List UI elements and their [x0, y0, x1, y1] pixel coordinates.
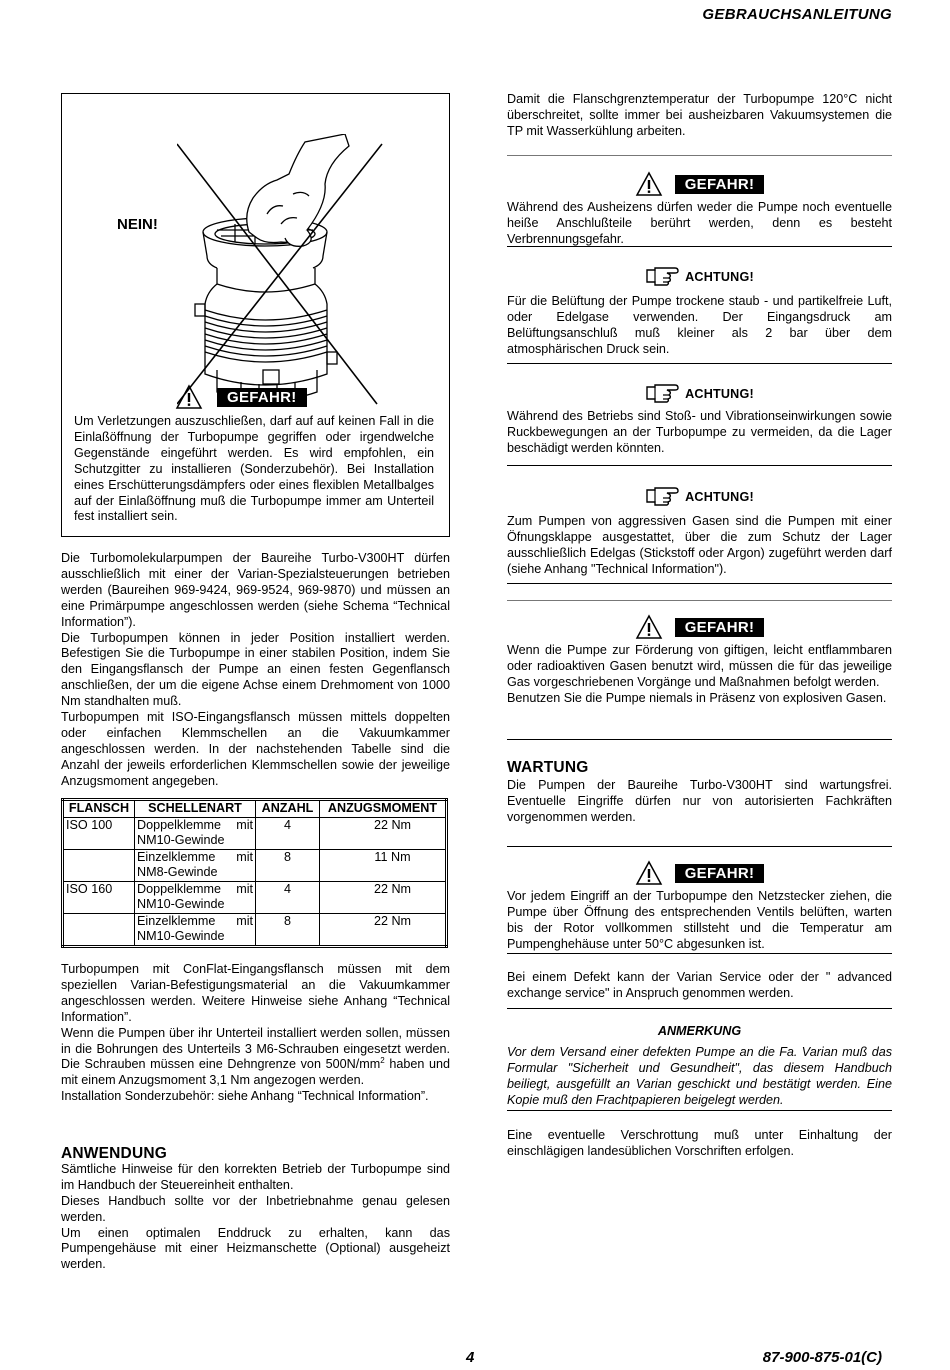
divider	[507, 1110, 892, 1111]
table-row	[63, 849, 447, 881]
table-cell-flange	[63, 913, 135, 946]
table-cell-count: 8	[256, 849, 320, 881]
divider	[507, 739, 892, 740]
attention-text: Während des Betriebs sind Stoß- und Vibrationseinwirkungen sowie Ruckbewegungen an der Turbopumpe zu vermeiden, da die Lager beschädigt werden könnten.	[507, 409, 892, 455]
pointing-hand-icon	[645, 383, 679, 403]
danger-heading	[507, 171, 892, 197]
attention-label: ACHTUNG!	[685, 387, 754, 402]
table-cell-flange: ISO 160	[63, 881, 135, 913]
attention-text: Für die Belüftung der Pumpe trockene staub - und partikelfreie Luft, oder Edelgase verwenden. Der Eingangsdruck am Belüftungsanschluß muß kleiner als 2 bar über dem atmosphärischen Druck sein.	[507, 294, 892, 356]
danger-label: GEFAHR!	[217, 388, 307, 407]
danger-text: Wenn die Pumpe zur Förderung von giftigen, leicht entflammbaren oder radioaktiven Gasen benutzt wird, müssen die für das jeweilige Gas vorgeschriebenen Vorgänge und Maßnahmen befolgt werden.	[507, 643, 892, 689]
paragraph: Eine eventuelle Verschrottung muß unter Einhaltung der einschlägigen landesüblichen Vorschriften erfolgen.	[507, 1128, 892, 1158]
danger-label: GEFAHR!	[675, 864, 765, 883]
attention-block-3	[507, 486, 892, 578]
divider	[507, 155, 892, 156]
left-text-block-2	[61, 962, 450, 1105]
table-cell-torque: 11 Nm	[320, 849, 447, 881]
table-cell-count: 4	[256, 817, 320, 849]
danger-label: GEFAHR!	[675, 175, 765, 194]
pointing-hand-icon	[645, 266, 679, 286]
column-header: SCHELLENART	[135, 800, 256, 818]
divider	[507, 246, 892, 247]
attention-label: ACHTUNG!	[685, 490, 754, 505]
table-cell-torque: 22 Nm	[320, 881, 447, 913]
table-cell-count: 8	[256, 913, 320, 946]
paragraph: Bei einem Defekt kann der Varian Service oder der " advanced exchange service" in Anspruch genommen werden.	[507, 970, 892, 1000]
left-text-block	[61, 551, 450, 790]
danger-block-1	[507, 171, 892, 248]
attention-heading	[507, 486, 892, 506]
paragraph: Sämtliche Hinweise für den korrekten Betrieb der Turbopumpe sind im Handbuch der Steuereinheit enthalten.	[61, 1161, 450, 1192]
paragraph: Um einen optimalen Enddruck zu erhalten, kann das Pumpengehäuse mit einer Heizmanschette (Optional) ausgeheizt werden.	[61, 1225, 450, 1272]
clamp-table	[61, 798, 448, 948]
paragraph: Turbopumpen mit ISO-Eingangsflansch müssen mittels doppelten oder einfachen Klemmschellen an die Vakuumkammer angeschlossen werden. In der nachstehenden Tabelle sind die Anzahl der jeweils erforderlichen Klemmschellen sowie der jeweilige Anzugsmoment angegeben.	[61, 710, 450, 788]
danger-text: Während des Ausheizens dürfen weder die Pumpe noch eventuelle heiße Anschlußteile berührt werden, denn es besteht Verbrennungsgefahr.	[507, 200, 892, 246]
warning-heading	[175, 384, 307, 410]
document-id: 87-900-875-01(C)	[762, 1349, 882, 1366]
paragraph: Dieses Handbuch sollte vor der Inbetriebnahme genau gelesen werden.	[61, 1193, 450, 1224]
note-title: ANMERKUNG	[657, 1024, 742, 1038]
column-header: ANZUGSMOMENT	[320, 800, 447, 818]
table-cell-type: Doppelklemme mit NM10-Gewinde	[135, 817, 256, 849]
section-wartung	[507, 760, 892, 826]
table-cell-torque: 22 Nm	[320, 817, 447, 849]
danger-block-3	[507, 860, 892, 953]
turbopump-illustration	[177, 134, 407, 414]
section-title: WARTUNG	[507, 759, 589, 776]
warning-triangle-icon	[635, 171, 663, 197]
attention-heading	[507, 266, 892, 286]
table-cell-type: Einzelklemme mit NM8-Gewinde	[135, 849, 256, 881]
table-row	[63, 817, 447, 849]
warning-figure-box	[61, 93, 450, 537]
paragraph: Turbopumpen mit ConFlat-Eingangsflansch müssen mit dem speziellen Varian-Befestigungsmaterial an die Vakuumkammer angeschlossen werden. Weitere Hinweise siehe Anhang “Technical Information”.	[61, 962, 450, 1024]
divider	[507, 363, 892, 364]
table-row	[63, 881, 447, 913]
section-anwendung	[61, 1146, 450, 1273]
table-cell-flange: ISO 100	[63, 817, 135, 849]
note-text: Vor dem Versand einer defekten Pumpe an die Fa. Varian muß das Formular "Sicherheit und Gesundheit", das diesem Handbuch beiliegt, ausgefüllt an Varian geschickt und bestätigt werden. Eine Kopie muß den Frachtpapieren beigelegt werden.	[507, 1044, 892, 1107]
danger-heading	[507, 614, 892, 640]
section-title: ANWENDUNG	[61, 1145, 167, 1162]
divider	[507, 1008, 892, 1009]
divider	[507, 465, 892, 466]
divider	[507, 583, 892, 584]
attention-block-1	[507, 266, 892, 358]
attention-label: ACHTUNG!	[685, 270, 754, 285]
danger-text: Benutzen Sie die Pumpe niemals in Präsenz von explosiven Gasen.	[507, 690, 887, 705]
paragraph: Wenn die Pumpen über ihr Unterteil installiert werden sollen, müssen in die Bohrungen des Unterteils 3 M6-Schrauben eingesetzt werden. Die Schrauben müssen eine Dehngrenze von $500N/mm^2$ haben und mit einem Anzugsmoment 3,1 Nm angezogen werden.	[61, 1025, 451, 1088]
table-row	[63, 913, 447, 946]
paragraph: Damit die Flanschgrenztemperatur der Turbopumpe 120°C nicht überschreitet, sollte immer bei ausheizbaren Vakuumsystemen die TP mit Wasserkühlung arbeiten.	[507, 92, 892, 138]
warning-text: Um Verletzungen auszuschließen, darf auf auf keinen Fall in die Einlaßöffnung der Turbopumpe gegriffen oder irgendwelche Gegenstände eingeführt werden. Es wird empfohlen, ein Schutzgitter zu installieren (Sonderzubehör). Bei Installation eines Erschütterungsdämpfers oder eines flexiblen Metallbalges auf der Einlaßöffnung muß die Turbopumpe immer am Unterteil fest installiert sein.	[74, 414, 434, 524]
table-cell-torque: 22 Nm	[320, 913, 447, 946]
attention-heading	[507, 383, 892, 403]
attention-text: Zum Pumpen von aggressiven Gasen sind die Pumpen mit einer Öfnungsklappe ausgestattet, über die zum Schutz der Lager ausschließlich Edelgas (Stickstoff oder Argon) zugeführt werden darf (siehe Anhang "Technical Information").	[507, 514, 892, 576]
table-header-row	[63, 800, 447, 818]
disposal-paragraph	[507, 1128, 892, 1160]
running-header: GEBRAUCHSANLEITUNG	[702, 6, 892, 23]
nein-label: NEIN!	[117, 216, 158, 233]
table-cell-type: Einzelklemme mit NM10-Gewinde	[135, 913, 256, 946]
pointing-hand-icon	[645, 486, 679, 506]
paragraph: Die Pumpen der Baureihe Turbo-V300HT sind wartungsfrei. Eventuelle Eingriffe dürfen nur von autorisierten Fachkräften vorgenommen werden.	[507, 777, 892, 824]
paragraph: Die Turbomolekularpumpen der Baureihe Turbo-V300HT dürfen ausschließlich mit einer der Varian-Spezialsteuerungen betrieben werden (Baureihen 969-9424, 969-9524, 969-9870) und müssen an eine Primärpumpe angeschlossen werden (siehe Schema “Technical Information”).	[61, 551, 450, 629]
warning-triangle-icon	[635, 860, 663, 886]
danger-heading	[507, 860, 892, 886]
table-cell-type: Doppelklemme mit NM10-Gewinde	[135, 881, 256, 913]
table-cell-flange	[63, 849, 135, 881]
note-block	[507, 1024, 892, 1109]
defect-paragraph	[507, 970, 892, 1002]
divider	[507, 953, 892, 954]
warning-triangle-icon	[175, 384, 203, 410]
column-header: FLANSCH	[63, 800, 135, 818]
intro-paragraph	[507, 92, 892, 140]
table-cell-count: 4	[256, 881, 320, 913]
danger-label: GEFAHR!	[675, 618, 765, 637]
clamp-table-wrapper	[61, 798, 450, 948]
paragraph: Installation Sonderzubehör: siehe Anhang “Technical Information”.	[61, 1089, 429, 1104]
attention-block-2	[507, 383, 892, 457]
divider	[507, 600, 892, 601]
page-number: 4	[466, 1349, 475, 1366]
danger-text: Vor jedem Eingriff an der Turbopumpe den Netzstecker ziehen, die Pumpe über Öffnung des entsprechenden Ventils belüften, warten bis der Rotor vollkommen stillsteht und die Temperatur am Pumpenghehäuse unter 50°C abgesunken ist.	[507, 889, 892, 951]
paragraph: Die Turbopumpen können in jeder Position installiert werden. Befestigen Sie die Turbopumpe in einer stabilen Position, indem Sie den Eingangsflansch der Pumpe an einen festen Gegenflansch anschließen, der um die eigene Achse einem Drehmoment von 1000 Nm standhalten muß.	[61, 630, 450, 709]
column-header: ANZAHL	[256, 800, 320, 818]
divider	[507, 846, 892, 847]
danger-block-2	[507, 614, 892, 707]
warning-triangle-icon	[635, 614, 663, 640]
